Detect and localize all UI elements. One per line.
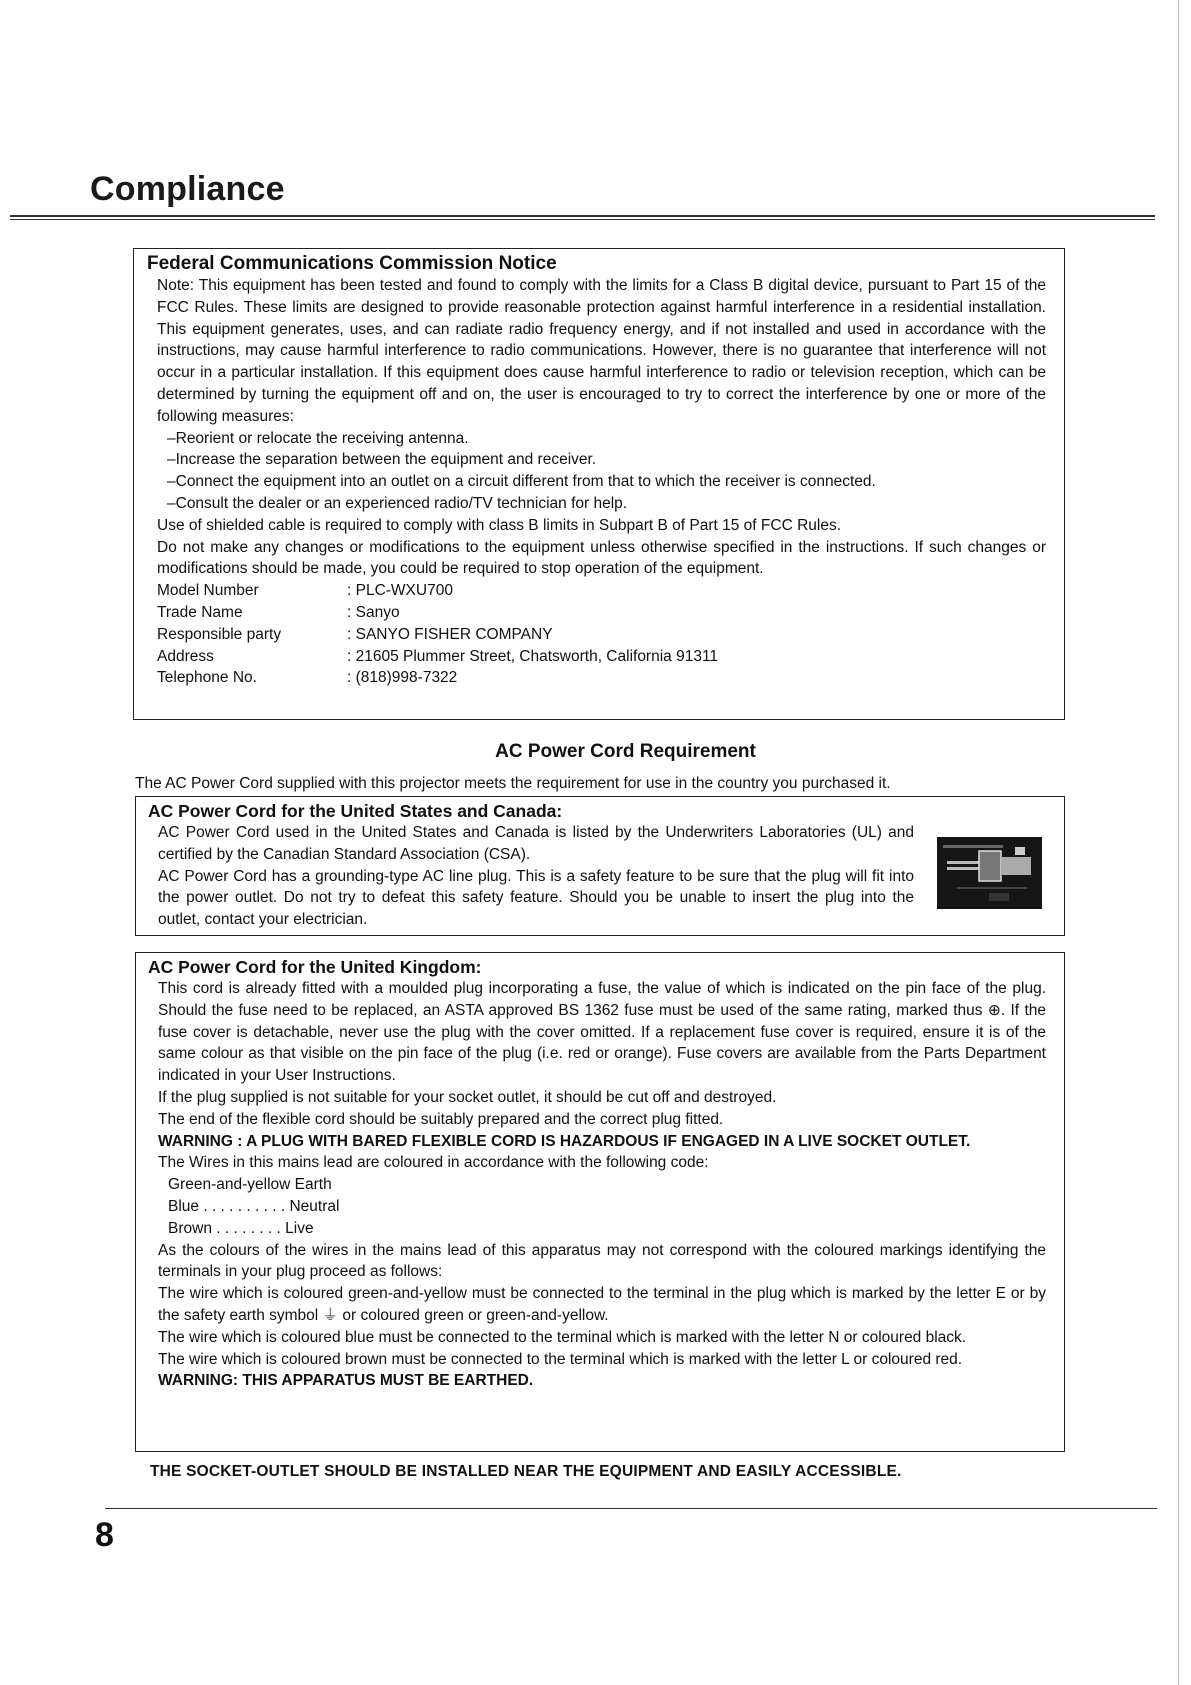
fcc-details	[157, 580, 1046, 689]
list-item: –Consult the dealer or an experienced radio/TV technician for help.	[167, 494, 628, 512]
uk-para-1: This cord is already fitted with a moulded plug incorporating a fuse, the value of which is indicated on the pin face of the plug. Should the fuse need to be replaced, an ASTA approved BS 1362 fuse must be used of the same rating, marked thus ⊕. If the fuse cover is detachable, never use the plug with the cover omitted. If a replacement fuse cover is required, ensure it is of the same colour as that visible on the pin face of the plug (i.e. red or orange). Fuse covers are available from the Parts Department indicated in your User Instructions.	[158, 980, 1046, 1085]
title-rule-bottom	[10, 219, 1155, 220]
list-item: Brown . . . . . . . . Live	[168, 1219, 314, 1237]
list-item: –Connect the equipment into an outlet on a circuit different from that to which the receiver is connected.	[167, 473, 876, 491]
modifications-text: Do not make any changes or modifications to the equipment unless otherwise specified in the instructions. If such changes or modifications should be made, you could be required to stop operation of the equipment.	[157, 538, 1046, 578]
page-title: Compliance	[90, 170, 285, 208]
footer-rule	[105, 1508, 1157, 1509]
list-item: Green-and-yellow Earth	[168, 1176, 332, 1194]
detail-row: Telephone No. : (818)998-7322	[157, 669, 458, 687]
plug-photo	[937, 837, 1042, 909]
plug-icon	[937, 837, 1042, 909]
detail-row: Address : 21605 Plummer Street, Chatsworth, California 91311	[157, 647, 719, 665]
shielded-cable-text: Use of shielded cable is required to comply with class B limits in Subpart B of Part 15 of FCC Rules.	[157, 516, 842, 534]
detail-row: Trade Name : Sanyo	[157, 603, 400, 621]
fcc-heading: Federal Communications Commission Notice	[147, 253, 557, 274]
detail-row: Responsible party : SANYO FISHER COMPANY	[157, 625, 553, 643]
us-canada-heading: AC Power Cord for the United States and Canada:	[148, 801, 563, 821]
uk-warning-1: WARNING : A PLUG WITH BARED FLEXIBLE CORD IS HAZARDOUS IF ENGAGED IN A LIVE SOCKET OUTLET.	[158, 1132, 971, 1150]
uk-para-4: As the colours of the wires in the mains lead of this apparatus may not correspond with the coloured markings identifying the terminals in your plug proceed as follows:	[158, 1241, 1046, 1281]
list-item: –Increase the separation between the equipment and receiver.	[167, 451, 597, 469]
list-item: –Reorient or relocate the receiving antenna.	[167, 429, 469, 447]
wire-codes	[158, 1174, 1046, 1239]
title-rule-top	[10, 215, 1155, 217]
page-number: 8	[95, 1516, 114, 1554]
us-canada-box	[135, 796, 1065, 936]
uk-para-7: The wire which is coloured brown must be connected to the terminal which is marked with the letter L or coloured red.	[158, 1350, 963, 1368]
wires-intro: The Wires in this mains lead are coloured in accordance with the following code:	[158, 1154, 709, 1172]
uk-heading: AC Power Cord for the United Kingdom:	[148, 957, 482, 977]
page-edge-line	[1178, 0, 1179, 1685]
uk-para-2: If the plug supplied is not suitable for your socket outlet, it should be cut off and destroyed.	[158, 1088, 777, 1106]
uk-para-3: The end of the flexible cord should be suitably prepared and the correct plug fitted.	[158, 1110, 724, 1128]
ac-power-intro: The AC Power Cord supplied with this projector meets the requirement for use in the country you purchased it.	[135, 775, 891, 792]
uk-para-6: The wire which is coloured blue must be connected to the terminal which is marked with the letter N or coloured black.	[158, 1328, 967, 1346]
list-item: Blue . . . . . . . . . . Neutral	[168, 1197, 340, 1215]
socket-note: THE SOCKET-OUTLET SHOULD BE INSTALLED NEAR THE EQUIPMENT AND EASILY ACCESSIBLE.	[150, 1463, 902, 1480]
fcc-paragraph: Note: This equipment has been tested and found to comply with the limits for a Class B digital device, pursuant to Part 15 of the FCC Rules. These limits are designed to provide reasonable protection against harmful interference in a residential installation. This equipment generates, uses, and can radiate radio frequency energy, and if not installed and used in accordance with the instructions, may cause harmful interference to radio communications. However, there is no guarantee that interference will not occur in a particular installation. If this equipment does cause harmful interference to radio or television reception, which can be determined by turning the equipment off and on, the user is encouraged to try to correct the interference by one or more of the following measures:	[157, 277, 1046, 425]
uk-box	[135, 952, 1065, 1452]
uk-para-5: The wire which is coloured green-and-yellow must be connected to the terminal in the plug which is marked by the letter E or by the safety earth symbol ⏚ or coloured green or green-and-yellow.	[158, 1285, 1046, 1324]
us-canada-para-1: AC Power Cord used in the United States and Canada is listed by the Underwriters Laboratories (UL) and certified by the Canadian Standard Association (CSA).	[158, 824, 914, 863]
fcc-notice-box	[133, 248, 1065, 720]
us-canada-para-2: AC Power Cord has a grounding-type AC line plug. This is a safety feature to be sure that the plug will fit into the power outlet. Do not try to defeat this safety feature. Should you be unable to insert the plug into the outlet, contact your electrician.	[158, 867, 914, 929]
detail-row: Model Number : PLC-WXU700	[157, 582, 453, 600]
fcc-measures-list	[157, 428, 1046, 515]
ac-power-heading: AC Power Cord Requirement	[495, 741, 756, 762]
uk-warning-2: WARNING: THIS APPARATUS MUST BE EARTHED.	[158, 1372, 534, 1390]
